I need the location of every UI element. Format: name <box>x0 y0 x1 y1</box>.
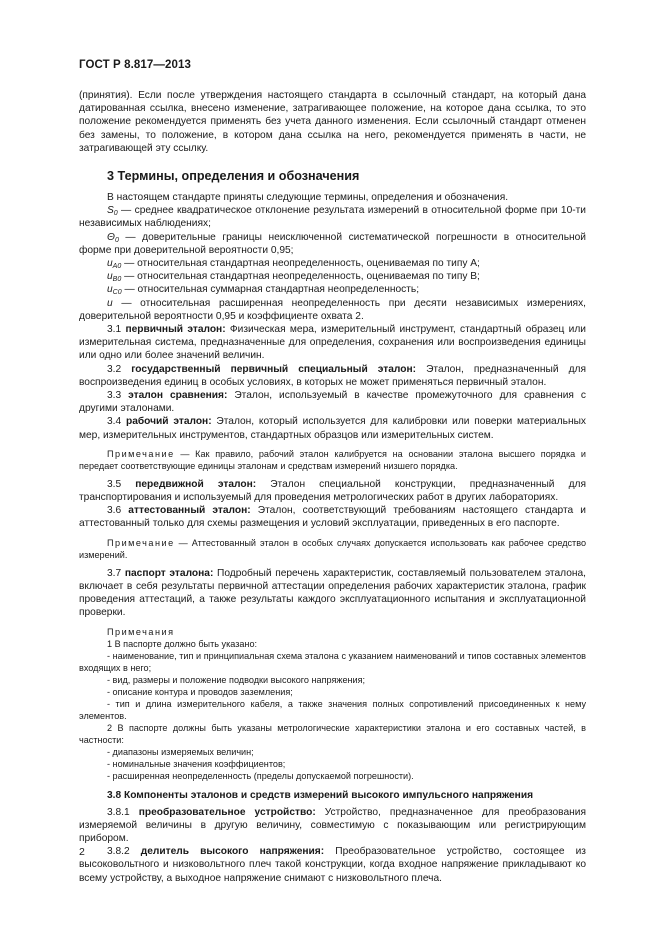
note-item: 2 В паспорте должны быть указаны метрологические характеристики эталона и его составных частей, в частности: <box>79 722 586 745</box>
term-3-7 <box>79 567 586 620</box>
term-3-5 <box>79 478 586 504</box>
symbol-base: u <box>107 258 113 270</box>
symbol-sub: C0 <box>112 289 122 297</box>
note-text: — Аттестованный эталон в особых случаях допускается использовать как рабочее средство измерений. <box>79 537 586 560</box>
page-content <box>79 89 586 885</box>
note-text: — Как правило, рабочий эталон калибруется на основании эталона высшего порядка и передает соответствующие единицы эталонам и средствам измерений низшего порядка. <box>79 448 586 471</box>
term-number: 3.8.2 <box>107 846 141 858</box>
symbol-item <box>79 204 586 230</box>
term-definition: Эталон, используемый в качестве промежуточного для сравнения с другими эталонами. <box>79 390 586 415</box>
notes-label: Примечания <box>107 626 175 637</box>
symbol-item <box>79 270 586 283</box>
term-definition: Устройство, предназначенное для преобразования измеряемой величины в другую величину, совместимую с показывающим или регистрирующим прибором. <box>79 806 586 844</box>
symbol-sub: 0 <box>113 210 118 218</box>
note-list-item: - номинальные значения коэффициентов; <box>107 758 286 769</box>
term-number: 3.4 <box>107 416 126 428</box>
term-definition: Физическая мера, измерительный инструмент, стандартный образец или измерительная система, предназначенные для определения, сохранения или воспроизведения единицы или одно или более значений величин. <box>79 324 586 362</box>
note-list-item: - расширенная неопределенность (пределы допускаемой погрешности). <box>107 770 414 781</box>
symbol-item <box>79 283 586 296</box>
term-number: 3.3 <box>107 390 129 402</box>
term-definition: Преобразовательное устройство, состоящее из высоковольтного и низковольтного плеч такой конструкции, когда входное напряжение прикладывают ко всему устройству, а выходное напряжение снимают с низковольтного плеча. <box>79 846 586 884</box>
term-definition: Подробный перечень характеристик, составляемый пользователем эталона, включает в себя результаты первичной аттестации определения рабочих характеристик эталона, график проведения аттестаций, а также результаты каждого эксплуатационного испытания и эксплуатационной проверки. <box>79 567 586 619</box>
term-definition: Эталон, соответствующий требованиям настоящего стандарта и аттестованный только для схемы размещения и условий эксплуатации, приведенных в его паспорте. <box>79 505 586 530</box>
term-name: эталон сравнения: <box>128 390 228 402</box>
section-title: 3 Термины, определения и обозначения <box>107 169 360 184</box>
subsection-title: 3.8 Компоненты эталонов и средств измерений высокого импульсного напряжения <box>107 789 534 801</box>
symbol-sub: B0 <box>112 276 122 284</box>
term-definition: Эталон, который используется для калибровки или поверки материальных мер, измерительных инструментов, стандартных образцов или измерительных систем. <box>79 416 586 441</box>
symbol-base: Θ <box>107 231 115 243</box>
symbol-sub: A0 <box>112 263 122 271</box>
term-name: передвижной эталон: <box>135 478 257 490</box>
symbol-text: — доверительные границы неисключенной систематической погрешности в относительной форме при доверительной вероятности 0,95; <box>79 231 586 256</box>
term-3-1 <box>79 323 586 363</box>
term-name: государственный первичный специальный эталон: <box>131 363 417 375</box>
term-name: рабочий эталон: <box>125 416 212 428</box>
term-name: преобразовательное устройство: <box>138 806 316 818</box>
term-number: 3.1 <box>107 324 126 336</box>
term-definition: Эталон, предназначенный для воспроизведения единиц в особых условиях, в которых не может применяться первичный эталон. <box>79 363 587 388</box>
term-name: аттестованный эталон: <box>128 505 251 517</box>
note-label: Примечание <box>107 448 175 459</box>
note-label: Примечание <box>107 537 175 548</box>
note-list-item: - наименование, тип и принципиальная схема эталона с указанием наименований и типов составных элементов входящих в него; <box>79 650 586 673</box>
symbol-text: — относительная стандартная неопределенность, оцениваемая по типу В; <box>121 271 480 283</box>
symbol-text: — относительная расширенная неопределенность при десяти независимых измерениях, доверительной вероятности 0,95 и коэффициенте охвата 2. <box>79 297 586 322</box>
note-2 <box>79 537 586 561</box>
term-3-2 <box>79 363 586 389</box>
note-1 <box>79 448 586 472</box>
term-3-8-2 <box>79 845 586 885</box>
symbol-text: — среднее квадратическое отклонение результата измерений в относительной форме при 10-ти независимых наблюдениях; <box>79 205 586 230</box>
note-list-item: - тип и длина измерительного кабеля, а также значения полных сопротивлений присоединенных к нему элементов. <box>79 698 586 721</box>
term-number: 3.5 <box>107 478 136 490</box>
symbol-text: — относительная суммарная стандартная неопределенность; <box>121 284 420 296</box>
symbol-list <box>79 204 586 323</box>
term-3-6 <box>79 504 586 530</box>
term-number: 3.6 <box>107 505 129 517</box>
notes-3 <box>79 626 586 782</box>
note-item: 1 В паспорте должно быть указано: <box>107 638 258 649</box>
section-intro: В настоящем стандарте приняты следующие термины, определения и обозначения. <box>107 192 509 204</box>
term-name: делитель высокого напряжения: <box>140 846 325 858</box>
symbol-base: u <box>107 271 113 283</box>
term-number: 3.2 <box>107 363 132 375</box>
symbol-item <box>79 231 586 257</box>
term-3-4 <box>79 415 586 441</box>
term-3-3 <box>79 389 586 415</box>
symbol-sub: 0 <box>114 236 119 244</box>
term-number: 3.8.1 <box>107 806 139 818</box>
symbol-base: u <box>107 297 113 309</box>
note-list-item: - вид, размеры и положение подводки высокого напряжения; <box>107 674 366 685</box>
term-name: паспорт эталона: <box>124 567 214 579</box>
symbol-base: S <box>107 205 114 217</box>
symbol-text: — относительная стандартная неопределенность, оцениваемая по типу А; <box>121 258 480 270</box>
document-header: ГОСТ Р 8.817—2013 <box>79 59 191 71</box>
symbol-item <box>79 297 586 323</box>
page-number: 2 <box>79 846 85 858</box>
term-number: 3.7 <box>107 567 125 579</box>
intro-paragraph: (принятия). Если после утверждения настоящего стандарта в ссылочный стандарт, на который дана датированная ссылка, внесено изменение, затрагивающее положение, на которое дана ссылка, то это положение рекомендуется применять без учета данного изменения. Если ссылочный стандарт отменен без замены, то положение, в котором дана ссылка на него, рекомендуется применять в части, не затрагивающей эту ссылку. <box>79 90 586 154</box>
symbol-base: u <box>107 284 113 296</box>
note-list-item: - диапазоны измеряемых величин; <box>107 746 254 757</box>
term-name: первичный эталон: <box>125 324 226 336</box>
symbol-item <box>79 257 586 270</box>
term-3-8-1 <box>79 806 586 846</box>
term-definition: Эталон специальной конструкции, предназначенный для транспортирования и используемый для проведения метрологических работ в других лабораториях. <box>79 478 586 504</box>
note-list-item: - описание контура и проводов заземления; <box>107 686 293 697</box>
